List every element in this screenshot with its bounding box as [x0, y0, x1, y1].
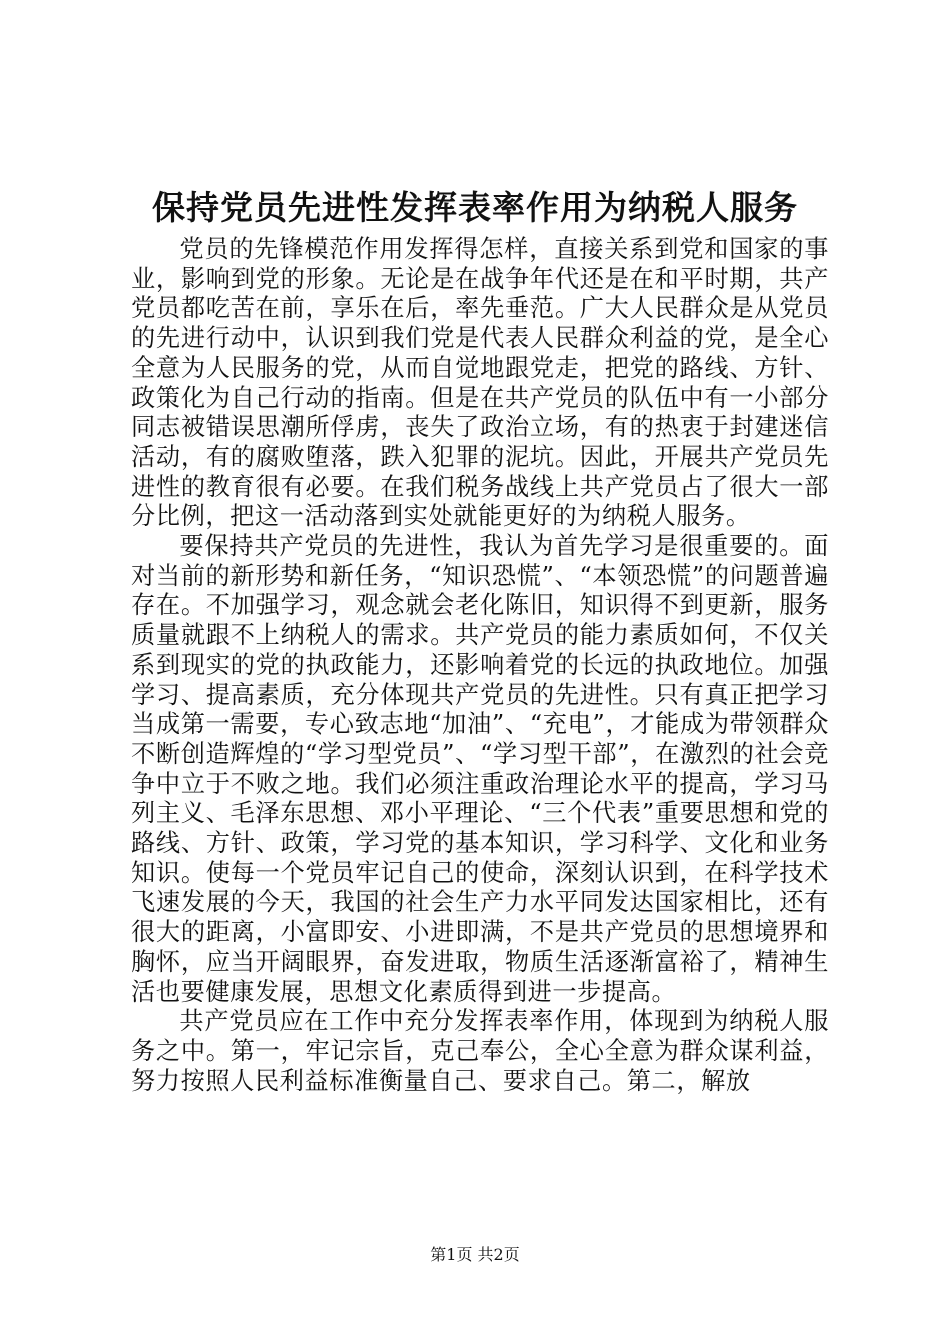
paragraph-3: 共产党员应在工作中充分发挥表率作用，体现到为纳税人服务之中。第一，牢记宗旨，克己奉公，全心全意为群众谋利益，努力按照人民利益标准衡量自己、要求自己。第二，解放 [131, 1007, 829, 1095]
paragraph-1: 党员的先锋模范作用发挥得怎样，直接关系到党和国家的事业，影响到党的形象。无论是在战争年代还是在和平时期，共产党员都吃苦在前，享乐在后，率先垂范。广大人民群众是从党员的先进行动中，认识到我们党是代表人民群众利益的党，是全心全意为人民服务的党，从而自觉地跟党走，把党的路线、方针、政策化为自己行动的指南。但是在共产党员的队伍中有一小部分同志被错误思潮所俘虏，丧失了政治立场，有的热衷于封建迷信活动，有的腐败堕落，跌入犯罪的泥坑。因此，开展共产党员先进性的教育很有必要。在我们税务战线上共产党员占了很大一部分比例，把这一活动落到实处就能更好的为纳税人服务。 [131, 235, 829, 531]
document-body [131, 235, 829, 1096]
page-footer: 第1页 共2页 [430, 1245, 520, 1264]
document-title: 保持党员先进性发挥表率作用为纳税人服务 [152, 188, 798, 227]
paragraph-2: 要保持共产党员的先进性，我认为首先学习是很重要的。面对当前的新形势和新任务，“知识恐慌”、“本领恐慌”的问题普遍存在。不加强学习，观念就会老化陈旧，知识得不到更新，服务质量就跟不上纳税人的需求。共产党员的能力素质如何，不仅关系到现实的党的执政能力，还影响着党的长远的执政地位。加强学习、提高素质，充分体现共产党员的先进性。只有真正把学习当成第一需要，专心致志地“加油”、“充电”，才能成为带领群众不断创造辉煌的“学习型党员”、“学习型干部”，在激烈的社会竞争中立于不败之地。我们必须注重政治理论水平的提高，学习马列主义、毛泽东思想、邓小平理论、“三个代表”重要思想和党的路线、方针、政策，学习党的基本知识，学习科学、文化和业务知识。使每一个党员牢记自己的使命，深刻认识到，在科学技术飞速发展的今天，我国的社会生产力水平同发达国家相比，还有很大的距离，小富即安、小进即满，不是共产党员的思想境界和胸怀，应当开阔眼界，奋发进取，物质生活逐渐富裕了，精神生活也要健康发展，思想文化素质得到进一步提高。 [131, 532, 829, 1006]
